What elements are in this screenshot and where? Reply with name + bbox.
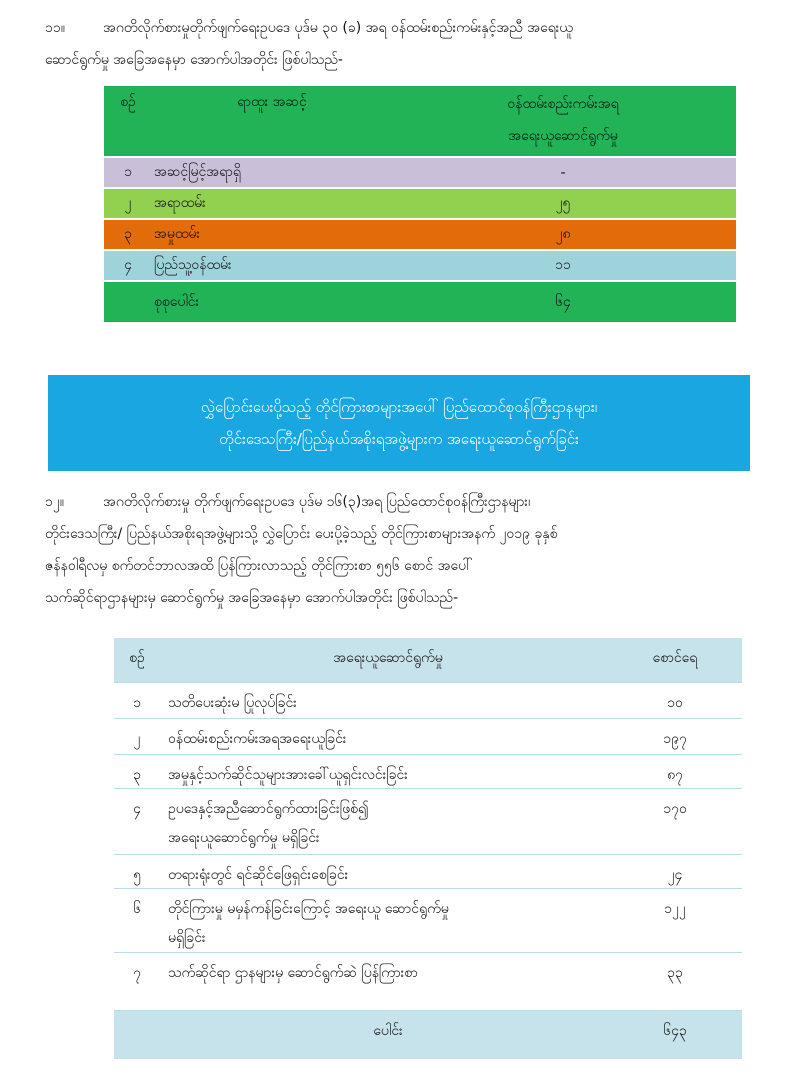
table-row <box>114 788 742 855</box>
table-row <box>114 682 742 719</box>
header-serial: စဉ် <box>129 650 145 666</box>
row-count: ၁၂၂ <box>664 901 686 917</box>
paragraph-11-line-2: ဆောင်ရွက်မှု အခြေအနေမှာ အောက်ပါအတိုင်း ဖြစ်ပါသည်- <box>45 52 343 68</box>
paragraph-12-line-3: ဇန်နဝါရီလမှ စက်တင်ဘာလအထိ ပြန်ကြားလာသည့် တိုင်ကြားစာ ၅၅၆ စောင် အပေါ် <box>45 558 473 574</box>
row-count: ၁၇၀ <box>663 801 687 817</box>
header-action: အရေးယူဆောင်ရွက်မှု <box>333 650 443 666</box>
table-body <box>104 158 736 280</box>
paragraph-12-line-1: ၁၂။ အဂတိလိုက်စားမှု တိုက်ဖျက်ရေးဥပဒေ ပုဒ်မ ၁၆(၃)အရ ပြည်ထောင်စုဝန်ကြီးဌာနများ၊ <box>45 486 755 518</box>
table-header-row <box>114 638 742 682</box>
header-action: ဝန်ထမ်းစည်းကမ်းအရ အရေးယူဆောင်ရွက်မှု <box>507 96 619 144</box>
row-action: တိုင်ကြားမှု မမှန်ကန်ခြင်းကြောင့် အရေးယူ ဆောင်ရွက်မှု မရှိခြင်း <box>168 901 449 946</box>
table-total-row <box>104 282 736 322</box>
table-row <box>114 888 742 953</box>
row-value: - <box>560 164 566 181</box>
table-row <box>114 952 742 1011</box>
row-serial: ၂ <box>124 195 132 211</box>
paragraph-12-line-4: သက်ဆိုင်ရာဌာနများမှ ဆောင်ရွက်မှု အခြေအနေမှာ အောက်ပါအတိုင်း ဖြစ်ပါသည်- <box>45 590 458 606</box>
paragraph-12-line-2: တိုင်းဒေသကြီး/ ပြည်နယ်အစိုးရအဖွဲ့များသို့ လွှဲပြောင်း ပေးပို့ခဲ့သည့် တိုင်ကြားစာများအနက် ၂၀၁၉ ခုနှစ် <box>45 526 558 542</box>
table-row <box>104 158 736 187</box>
row-serial: ၄ <box>124 257 132 273</box>
row-action: အမှုနှင့်သက်ဆိုင်သူများအားခေါ်ယူရှင်းလင်းခြင်း <box>168 767 408 783</box>
row-action: တရားရုံးတွင် ရင်ဆိုင်ဖြေရှင်းစေခြင်း <box>168 867 349 883</box>
row-value: ၂၅ <box>555 195 571 211</box>
row-serial: ၆ <box>133 901 141 917</box>
row-serial: ၁ <box>133 695 141 711</box>
table-row <box>114 854 742 889</box>
row-serial: ၃ <box>124 226 132 242</box>
total-label: ပေါင်း <box>373 1023 403 1039</box>
row-serial: ၇ <box>133 965 141 981</box>
complaint-action-table <box>114 638 742 1058</box>
paragraph-number: ၁၂။ <box>45 494 64 510</box>
paragraph-11-line-1: ၁၁။ အဂတိလိုက်စားမှုတိုက်ဖျက်ရေးဥပဒေ ပုဒ်မ ၃၀ (ခ) အရ ဝန်ထမ်းစည်းကမ်းနှင့်အညီ အရေးယူ <box>45 12 755 44</box>
row-count: ၁၉၇ <box>663 731 687 747</box>
row-action: ဝန်ထမ်းစည်းကမ်းအရအရေးယူခြင်း <box>168 731 347 747</box>
paragraph-number: ၁၁။ <box>45 20 65 36</box>
row-action: သတိပေးဆုံးမ ပြုလုပ်ခြင်း <box>168 695 297 711</box>
table-row <box>104 251 736 280</box>
row-serial: ၁ <box>124 164 132 180</box>
row-count: ၈၇ <box>667 767 683 783</box>
row-count: ၃၃ <box>667 965 683 981</box>
row-serial: ၃ <box>133 767 141 783</box>
table-row <box>104 189 736 218</box>
row-action: သက်ဆိုင်ရာ ဌာနများမှ ဆောင်ရွက်ဆဲ ပြန်ကြားစာ <box>168 965 418 981</box>
row-action: ဥပဒေနှင့်အညီဆောင်ရွက်ထားခြင်းဖြစ်၍ အရေးယူဆောင်ရွက်မှု မရှိခြင်း <box>168 801 369 846</box>
total-value: ၆၄၃ <box>663 1023 687 1039</box>
row-value: ၂၈ <box>555 226 571 242</box>
table-header-row <box>104 86 736 156</box>
paragraph-11 <box>45 12 755 76</box>
header-count: စောင်ရေ <box>652 650 698 666</box>
row-rank: အမှုထမ်း <box>154 226 200 242</box>
header-serial: စဉ် <box>120 94 136 110</box>
row-rank: အဆင့်မြင့်အရာရှိ <box>154 164 241 180</box>
total-label: စုစုပေါင်း <box>154 293 200 310</box>
disciplinary-action-table <box>104 86 736 324</box>
row-serial: ၄ <box>133 801 141 817</box>
section-heading-banner <box>48 375 750 471</box>
table-total-row <box>114 1010 742 1059</box>
row-serial: ၅ <box>133 867 141 883</box>
total-value: ၆၄ <box>555 293 571 310</box>
row-rank: အရာထမ်း <box>154 195 206 211</box>
banner-line-1: လွှဲပြောင်းပေးပို့သည့် တိုင်ကြားစာများအပေါ် ပြည်ထောင်စုဝန်ကြီးဌာနများ၊ <box>200 398 598 416</box>
row-value: ၁၁ <box>555 257 571 273</box>
table-row <box>114 718 742 755</box>
paragraph-12 <box>45 486 755 614</box>
row-rank: ပြည်သူ့ဝန်ထမ်း <box>154 257 232 273</box>
row-serial: ၂ <box>133 731 141 747</box>
banner-line-2: တိုင်းဒေသကြီး/ပြည်နယ်အစိုးရအဖွဲ့များက အရေးယူဆောင်ရွက်ခြင်း <box>219 430 579 448</box>
row-count: ၂၄ <box>667 867 683 883</box>
table-row <box>114 754 742 789</box>
row-count: ၁၀ <box>667 695 683 711</box>
header-rank: ရာထူး အဆင့် <box>237 94 307 110</box>
table-row <box>104 220 736 249</box>
